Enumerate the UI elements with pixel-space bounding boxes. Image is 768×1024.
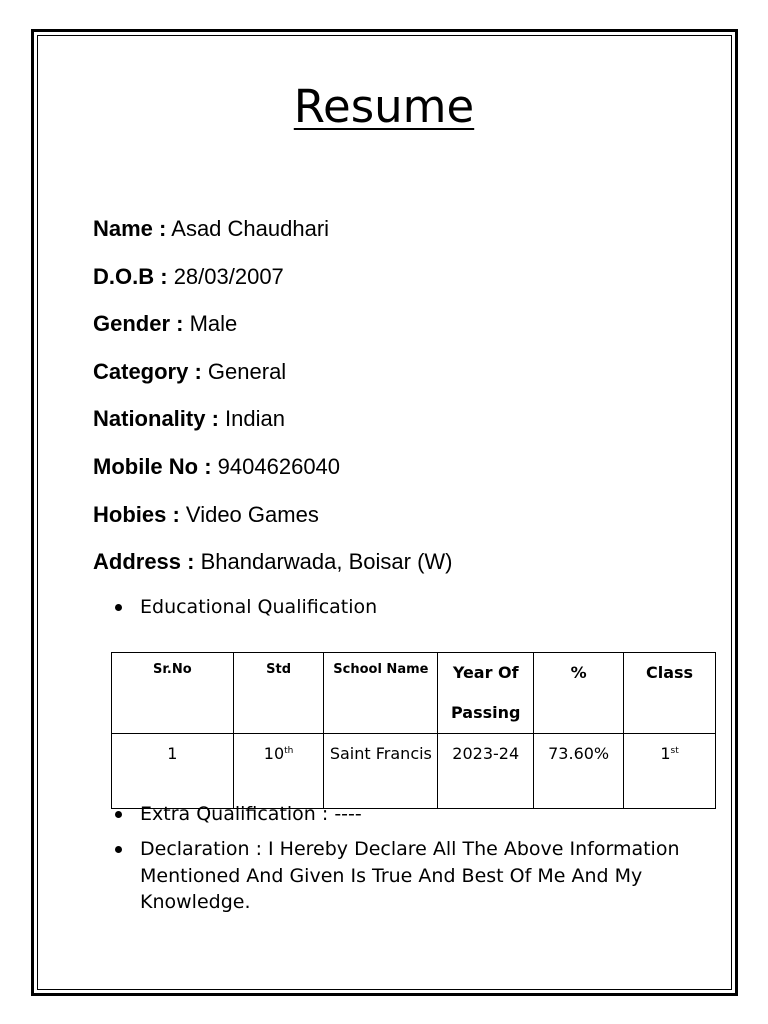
field-gender [93,307,453,355]
field-category [93,355,453,403]
column-header: Class [624,653,716,734]
field-label: Address : [93,549,195,575]
declaration: Declaration : I Hereby Declare All The Above Information Mentioned And Given Is True And Best Of Me And My Knowledge. [140,838,680,913]
field-hobbies [93,498,453,546]
column-header: Year Of Passing [438,653,534,734]
cell-class [624,734,716,809]
field-label: D.O.B : [93,263,168,289]
table-header-row [112,653,716,734]
class-value: 1 [660,744,671,763]
field-nationality [93,402,453,450]
field-name [93,212,453,260]
field-value: 9404626040 [217,453,341,479]
field-value: 28/03/2007 [173,263,284,289]
personal-details [93,212,453,593]
class-suffix: st [670,746,679,756]
field-value: Asad Chaudhari [171,216,330,241]
education-table [111,652,716,809]
bullet-icon [115,846,122,853]
resume-title: Resume [293,80,475,133]
extra-qualification: Extra Qualification : ---- [140,803,362,825]
field-value: Indian [225,406,285,432]
field-label: Category : [93,358,202,384]
education-heading: Educational Qualification [140,596,378,618]
field-dob [93,260,453,308]
column-header: Sr.No [112,653,234,734]
field-mobile [93,450,453,498]
field-value: Male [189,311,238,337]
column-header: % [534,653,624,734]
cell-year: 2023-24 [438,734,534,809]
field-label: Gender : [93,311,184,337]
field-label: Mobile No : [93,453,212,479]
column-header: School Name [324,653,438,734]
field-address [93,545,453,593]
cell-sr-no: 1 [112,734,234,809]
table-row [112,734,716,809]
field-value: General [207,358,287,384]
std-suffix: th [284,746,294,756]
field-label: Hobies : [93,501,180,527]
bullet-icon [115,604,122,611]
cell-percent: 73.60% [534,734,624,809]
bullet-icon [115,811,122,818]
cell-std [233,734,324,809]
field-value: Video Games [185,501,319,527]
column-header: Std [233,653,324,734]
cell-school: Saint Francis [324,734,438,809]
field-label: Nationality : [93,406,219,432]
std-value: 10 [263,744,285,763]
field-label: Name : [93,216,167,241]
field-value: Bhandarwada, Boisar (W) [200,549,453,575]
